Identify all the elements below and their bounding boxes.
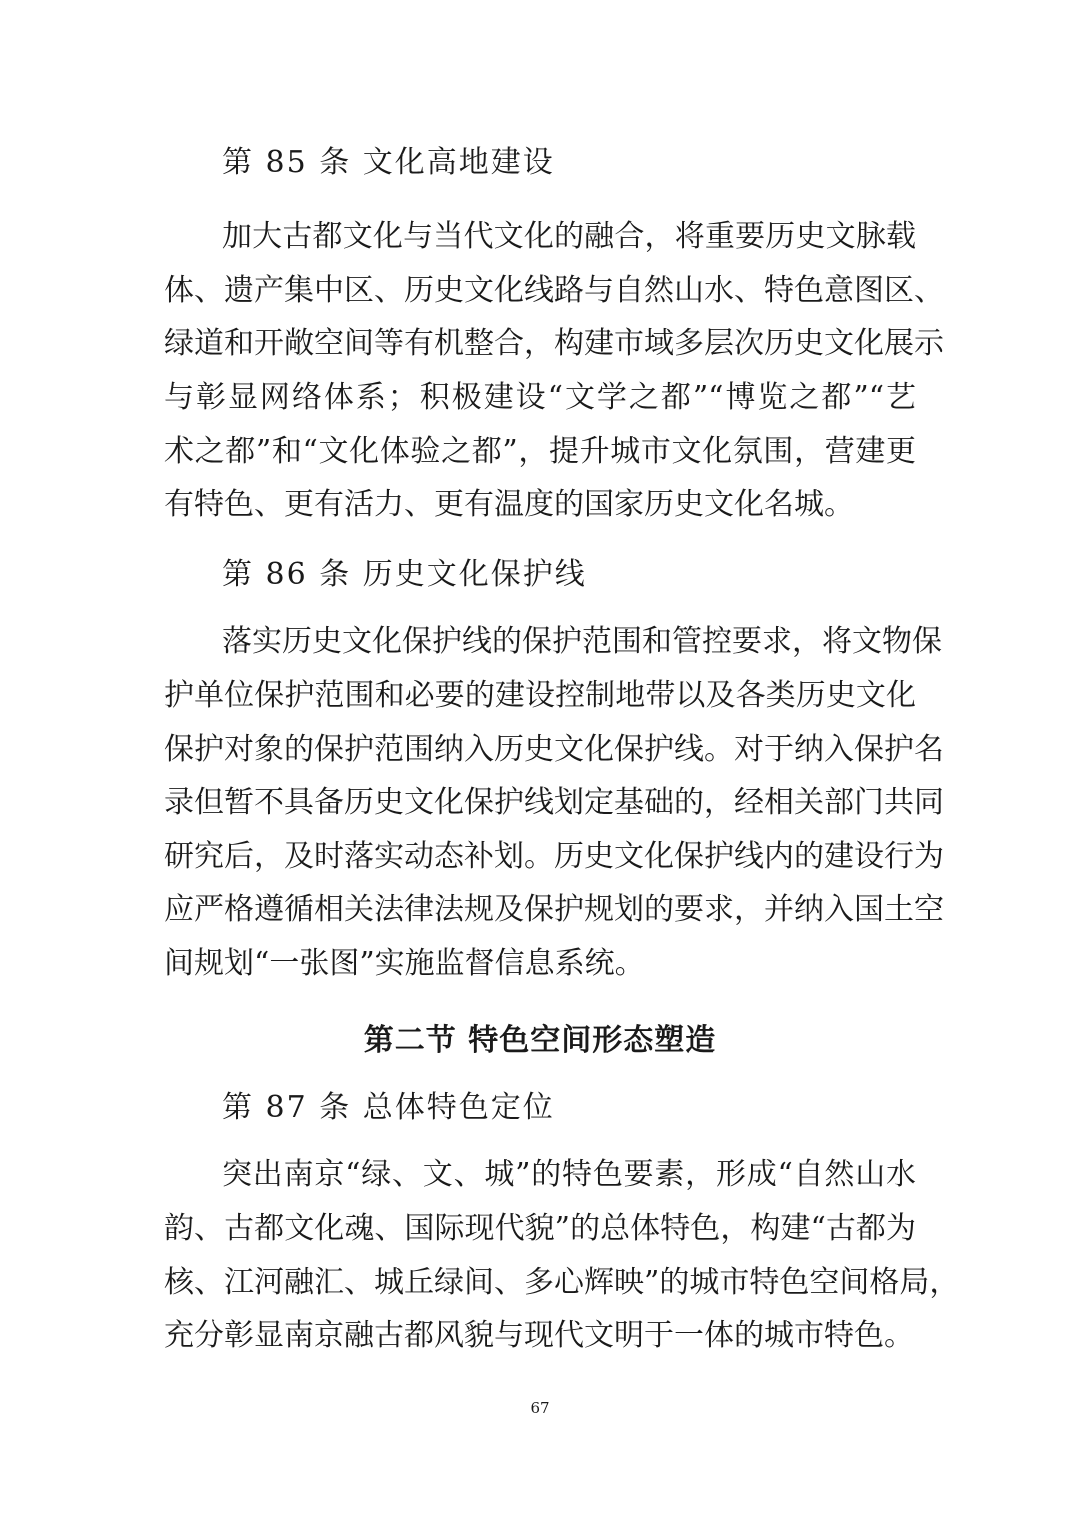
- article-86-line-7: 间规划“一张图”实施监督信息系统。: [164, 946, 645, 981]
- article-87-line-4: 充分彰显南京融古都风貌与现代文明于一体的城市特色。: [164, 1318, 914, 1353]
- article-87-line-2: 韵、古都文化魂、国际现代貌”的总体特色，构建“古都为: [164, 1211, 916, 1246]
- article-85-line-3: 绿道和开敞空间等有机整合，构建市域多层次历史文化展示: [164, 326, 944, 361]
- article-85-line-4: 与彰显网络体系；积极建设“文学之都”“博览之都”“艺: [164, 380, 916, 415]
- article-87-heading: 第 87 条 总体特色定位: [222, 1090, 555, 1125]
- article-86-line-3: 保护对象的保护范围纳入历史文化保护线。对于纳入保护名: [164, 732, 944, 767]
- article-85-line-5: 术之都”和“文化体验之都”，提升城市文化氛围，营建更: [164, 434, 916, 469]
- article-86-line-4: 录但暂不具备历史文化保护线划定基础的，经相关部门共同: [164, 785, 944, 820]
- article-85-heading: 第 85 条 文化高地建设: [222, 145, 555, 180]
- section-2-title: 第二节 特色空间形态塑造: [363, 1023, 717, 1058]
- article-85-line-6: 有特色、更有活力、更有温度的国家历史文化名城。: [164, 487, 854, 522]
- article-86-line-5: 研究后，及时落实动态补划。历史文化保护线内的建设行为: [164, 839, 944, 874]
- article-86-line-2: 护单位保护范围和必要的建设控制地带以及各类历史文化: [164, 678, 916, 713]
- article-87-line-3: 核、江河融汇、城丘绿间、多心辉映”的城市特色空间格局，: [164, 1265, 960, 1300]
- page-number: 67: [530, 1399, 550, 1417]
- article-86-line-6: 应严格遵循相关法律法规及保护规划的要求，并纳入国土空: [164, 892, 944, 927]
- article-85-line-2: 体、遗产集中区、历史文化线路与自然山水、特色意图区、: [164, 273, 944, 308]
- article-87-line-1: 突出南京“绿、文、城”的特色要素，形成“自然山水: [222, 1157, 916, 1192]
- article-86-line-1: 落实历史文化保护线的保护范围和管控要求，将文物保: [222, 624, 942, 659]
- article-86-heading: 第 86 条 历史文化保护线: [222, 557, 587, 592]
- article-85-line-1: 加大古都文化与当代文化的融合，将重要历史文脉载: [222, 219, 916, 254]
